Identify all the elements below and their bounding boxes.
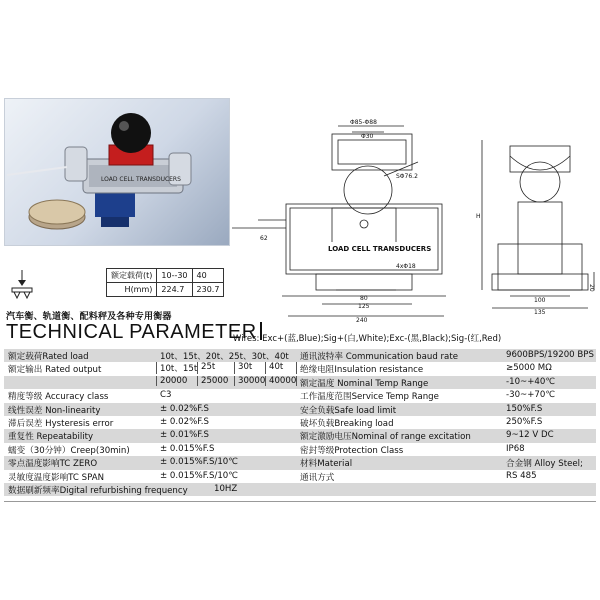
sub-cell: 30000 [234, 376, 265, 386]
param-value: ± 0.015%F.S/10℃ [160, 470, 238, 481]
dim-125: 125 [358, 303, 370, 310]
dim-hole: 4xΦ18 [396, 263, 416, 270]
param-row [4, 362, 596, 375]
param-label: 线性误差 Non-linearity [8, 405, 101, 416]
dimension-drawing [228, 96, 600, 326]
param-label: 通讯波特率 Communication baud rate [300, 352, 458, 362]
drawing-label: LOAD CELL TRANSDUCERS [328, 245, 432, 253]
sub-cell: 20000 [156, 376, 197, 386]
sub-cell: 25000 [197, 376, 234, 386]
param-value: ≥5000 MΩ [506, 363, 552, 374]
technical-drawing [228, 96, 600, 326]
param-label: 额定激励电压Nominal of range excitation [300, 432, 471, 443]
parameter-table [4, 349, 596, 496]
param-value: ± 0.02%F.S [160, 403, 209, 414]
height-table-row [107, 269, 224, 283]
param-label: 额定输出 Rated output [8, 365, 102, 376]
param-row [4, 416, 596, 429]
height-table-cell: H(mm) [107, 283, 157, 297]
param-label: 额定载荷Rated load [8, 352, 89, 362]
wires-note: Wires: Exc+(蓝,Blue);Sig+(白,White);Exc-(黑,Black);Sig-(红,Red) [233, 334, 502, 344]
param-label: 灵敏度温度影响TC SPAN [8, 472, 105, 483]
sub-cell: 40t [265, 362, 297, 374]
sub-cell: 10t、15t [156, 362, 197, 374]
sub-cell: 25t [197, 362, 234, 374]
height-table-cell: 224.7 [157, 283, 192, 297]
load-cell-photo-illustration [5, 99, 229, 245]
page-title-text: TECHNICAL PARAMETER [6, 321, 257, 343]
param-label: 密封等级Protection Class [300, 445, 404, 456]
param-label: 零点温度影响TC ZERO [8, 459, 98, 470]
height-table-row [107, 283, 224, 297]
param-label: 滞后误差 Hysteresis error [8, 418, 114, 429]
param-label: 工作温度范围Service Temp Range [300, 392, 439, 403]
load-direction-icon [8, 268, 36, 302]
dim-80: 80 [360, 295, 368, 302]
sub-cell: 30t [234, 362, 265, 374]
dim-20: 20 [588, 284, 595, 292]
param-label: 破坏负载Breaking load [300, 418, 394, 429]
param-value: IP68 [506, 443, 525, 454]
param-value: 10HZ [214, 483, 238, 494]
param-row [4, 470, 596, 483]
param-row [4, 429, 596, 442]
application-caption: 汽车衡、轨道衡、配料秤及各种专用衡器 [6, 312, 172, 322]
param-value: ± 0.02%F.S [160, 416, 209, 427]
param-value: 9600BPS/19200 BPS [506, 350, 594, 360]
output-subcells [156, 376, 297, 386]
param-value: 合金钢 Alloy Steel; [506, 459, 583, 470]
dim-62: 62 [260, 235, 268, 242]
param-label: 通讯方式 [300, 472, 335, 483]
height-table-cell: 40 [192, 269, 224, 283]
param-value: ± 0.015%F.S [160, 443, 215, 454]
param-label: 蠕变（30分钟）Creep(30min) [8, 445, 130, 456]
param-value: 150%F.S [506, 403, 543, 414]
param-row [4, 376, 596, 389]
dim-100: 100 [534, 297, 546, 304]
param-value: ± 0.015%F.S/10℃ [160, 457, 238, 468]
dim-h: H [476, 213, 481, 220]
dim-top: Φ85-Φ88 [350, 119, 377, 126]
param-label: 重复性 Repeatability [8, 432, 94, 443]
param-value: 250%F.S [506, 416, 543, 427]
param-label: 绝缘电阻Insulation resistance [300, 365, 424, 376]
page-title [6, 321, 262, 344]
sub-cell: 40000 [265, 376, 297, 386]
param-label: 精度等级 Accuracy class [8, 392, 109, 403]
photo-label: LOAD CELL TRANSDUCERS [101, 176, 181, 183]
param-value: ± 0.01%F.S [160, 430, 209, 441]
param-label: 材料Material [300, 459, 353, 470]
dim-radius: SΦ76.2 [396, 173, 418, 180]
dim-135: 135 [534, 309, 546, 316]
divider [4, 501, 596, 502]
param-value: C3 [160, 390, 172, 401]
height-table-cell: 额定载荷(t) [107, 269, 157, 283]
param-value: -30~+70℃ [506, 390, 556, 401]
param-label: 安全负载Safe load limit [300, 405, 397, 416]
height-table-cell: 230.7 [192, 283, 224, 297]
param-label: 数据刷新频率Digital refurbishing frequency [8, 485, 188, 496]
param-value: RS 485 [506, 470, 537, 481]
capacity-subcells [156, 362, 297, 374]
dim-240: 240 [356, 317, 368, 324]
param-row [4, 403, 596, 416]
param-row [4, 389, 596, 402]
param-row [4, 349, 596, 362]
param-row [4, 456, 596, 469]
param-row [4, 443, 596, 456]
param-value: 9~12 V DC [506, 430, 554, 441]
param-value: 10t、15t、20t、25t、30t、40t [160, 352, 289, 362]
product-photo [4, 98, 230, 246]
height-table-cell: 10--30 [157, 269, 192, 283]
dim-ball: Φ30 [361, 133, 374, 140]
param-value: -10~+40℃ [506, 376, 556, 387]
param-row [4, 483, 596, 496]
param-label: 额定温度 Nominal Temp Range [300, 378, 429, 389]
height-table [106, 268, 224, 297]
